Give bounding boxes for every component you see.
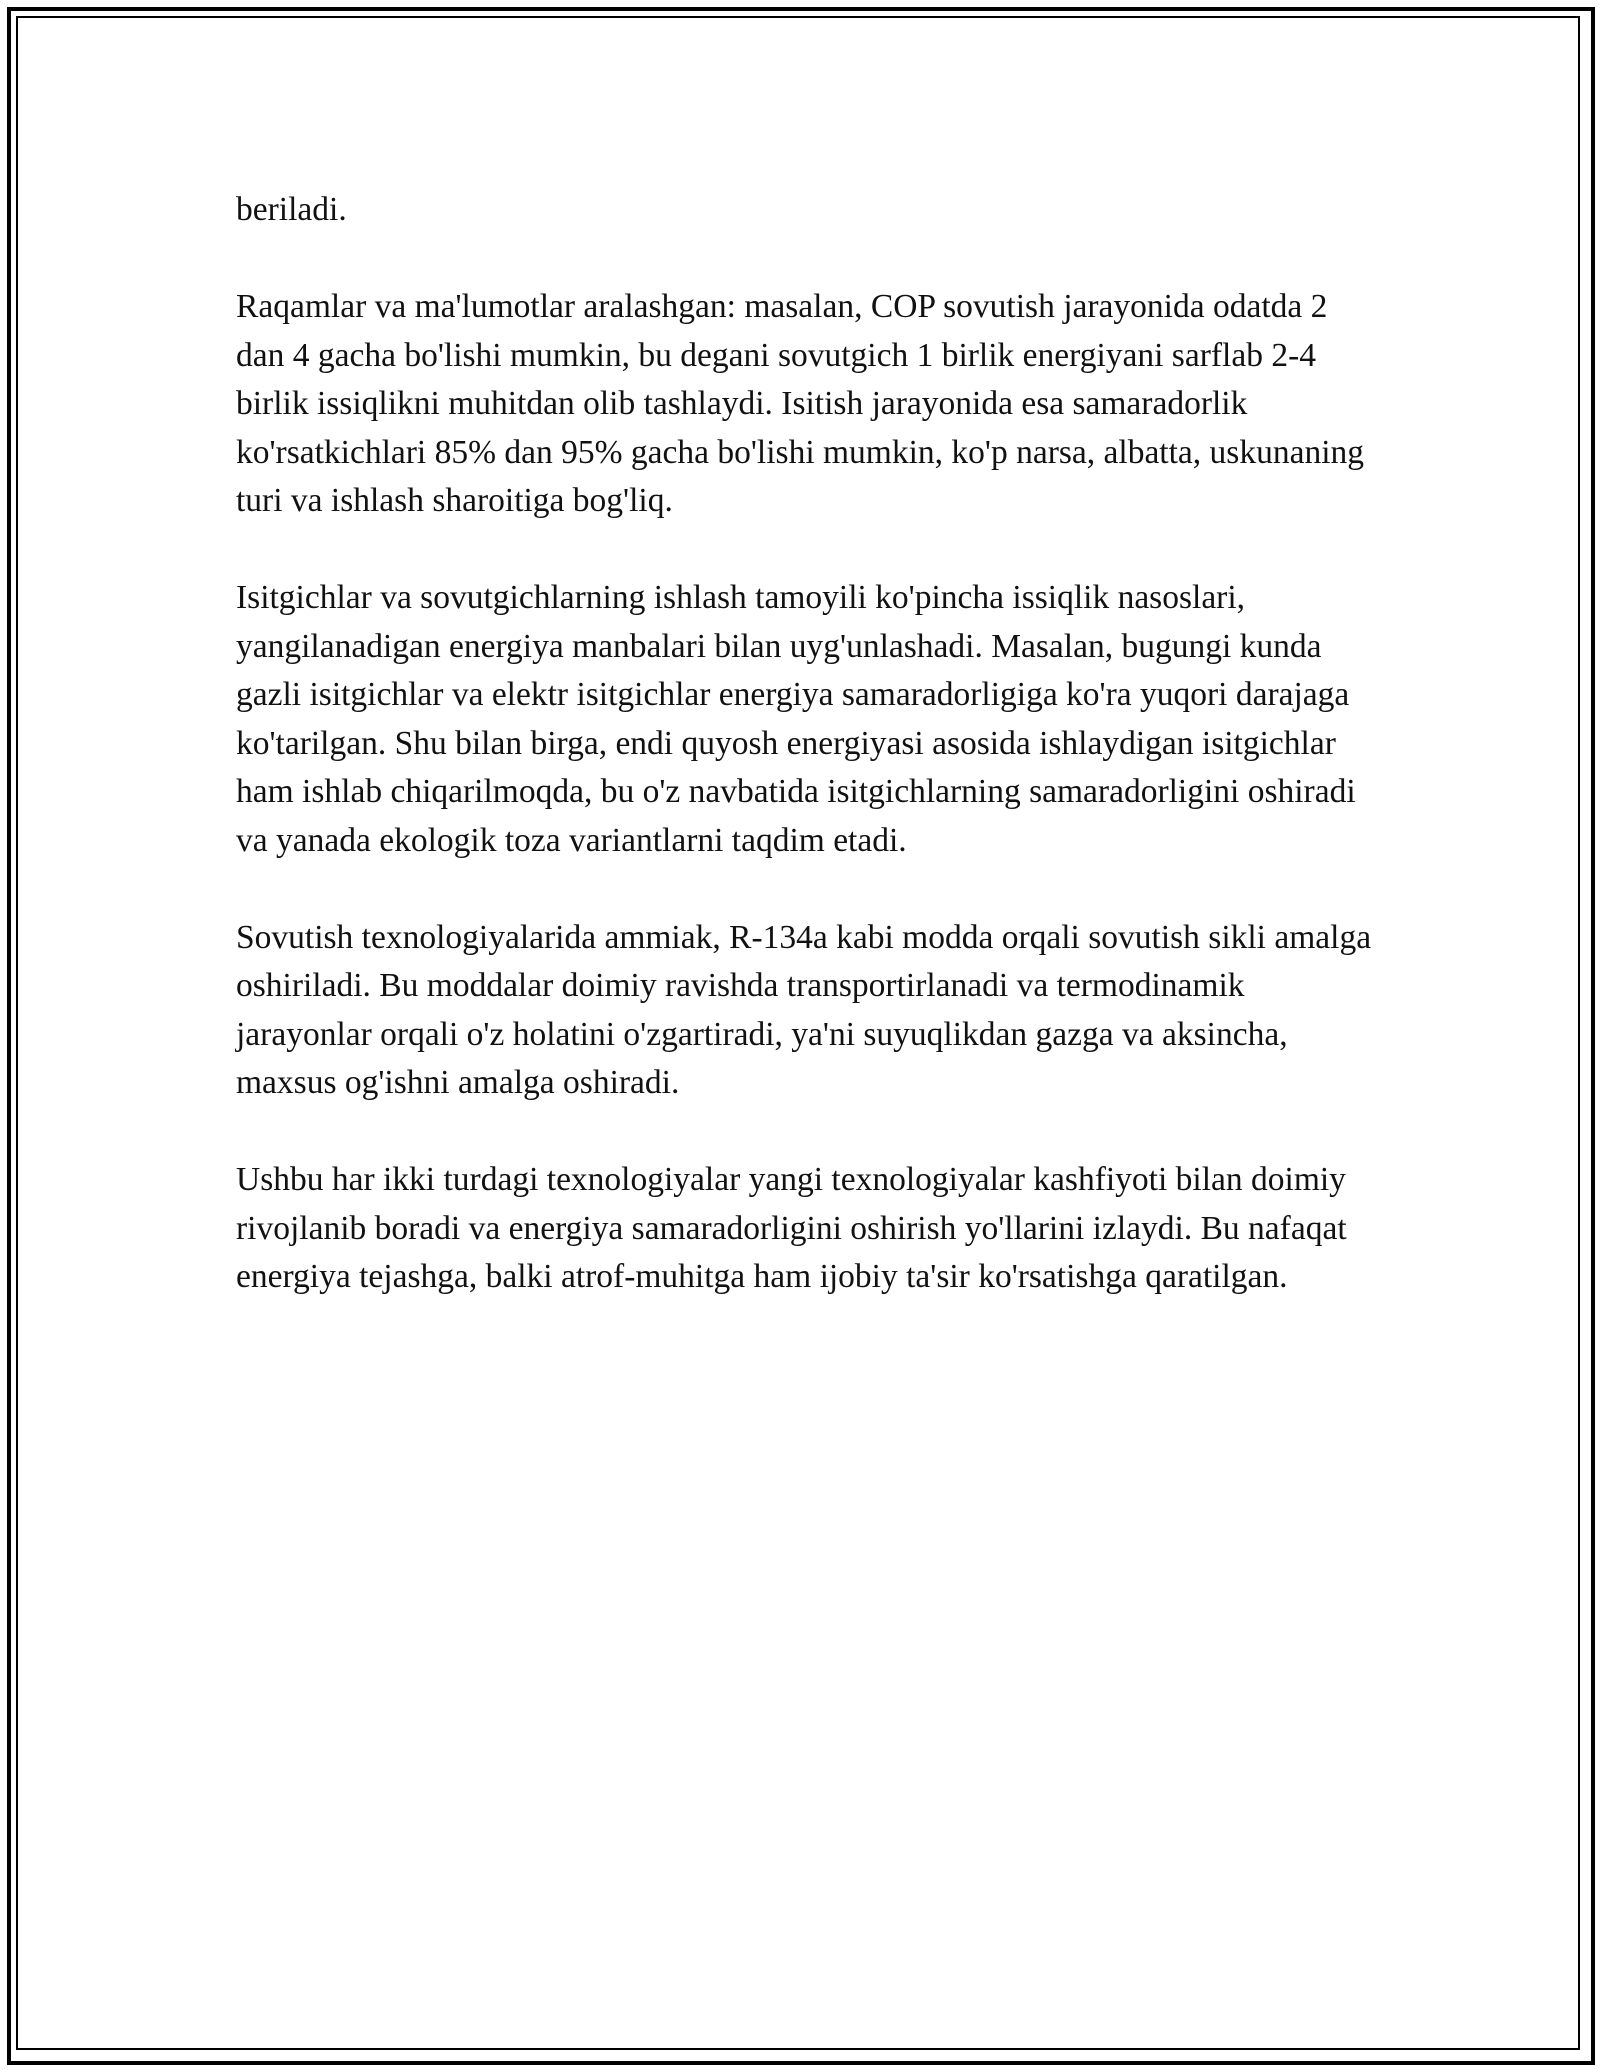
- paragraph-continuation: beriladi.: [236, 191, 347, 228]
- document-body: [236, 186, 1376, 1350]
- paragraph-cooling-technology: Sovutish texnologiyalarida ammiak, R-134a kabi modda orqali sovutish sikli amalga oshiriladi. Bu moddalar doimiy ravishda transportirlanadi va termodinamik jarayonlar orqali o'z holatini o'zgartiradi, ya'ni suyuqlikdan gazga va aksincha, maxsus og'ishni amalga oshiradi.: [236, 918, 1372, 1101]
- paragraph-conclusion: Ushbu har ikki turdagi texnologiyalar yangi texnologiyalar kashfiyoti bilan doimiy rivojlanib boradi va energiya samaradorligini oshirish yo'llarini izlaydi. Bu nafaqat energiya tejashga, balki atrof-muhitga ham ijobiy ta'sir ko'rsatishga qaratilgan.: [236, 1161, 1347, 1295]
- paragraph-heaters-coolers: Isitgichlar va sovutgichlarning ishlash tamoyili ko'pincha issiqlik nasoslari, yangilanadigan energiya manbalari bilan uyg'unlashadi. Masalan, bugungi kunda gazli isitgichlar va elektr isitgichlar energiya samaradorligiga ko'ra yuqori darajaga ko'tarilgan. Shu bilan birga, endi quyosh energiyasi asosida ishlaydigan isitgichlar ham ishlab chiqarilmoqda, bu o'z navbatida isitgichlarning samaradorligini oshiradi va yanada ekologik toza variantlarni taqdim etadi.: [236, 579, 1356, 859]
- paragraph-cop-figures: Raqamlar va ma'lumotlar aralashgan: masalan, COP sovutish jarayonida odatda 2 dan 4 gacha bo'lishi mumkin, bu degani sovutgich 1 birlik energiyani sarflab 2-4 birlik issiqlikni muhitdan olib tashlaydi. Isitish jarayonida esa samaradorlik ko'rsatkichlari 85% dan 95% gacha bo'lishi mumkin, ko'p narsa, albatta, uskunaning turi va ishlash sharoitiga bog'liq.: [236, 288, 1365, 519]
